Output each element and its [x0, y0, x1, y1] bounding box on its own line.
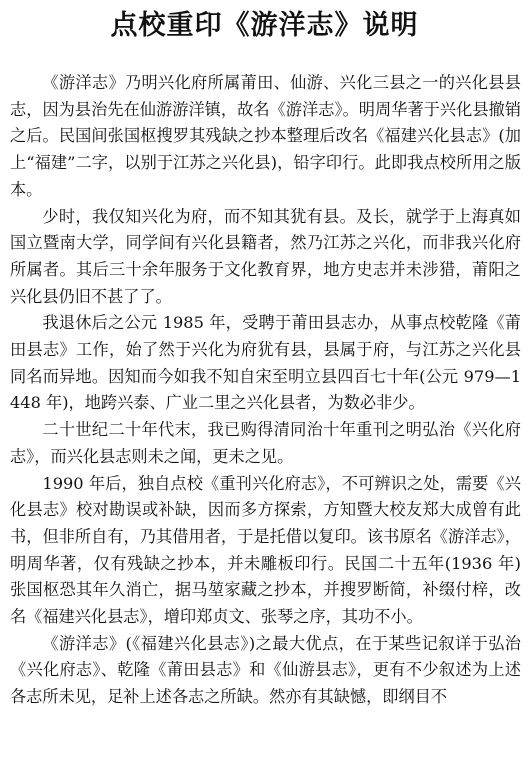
paragraph: 二十世纪二十年代末，我已购得清同治十年重刊之明弘治《兴化府志》，而兴化县志则未之闻，更未之见。	[10, 420, 521, 466]
paragraph: 《游洋志》乃明兴化府所属莆田、仙游、兴化三县之一的兴化县县志，因为县治先在仙游游洋镇，故名《游洋志》。明周华著于兴化县撤销之后。民国间张国枢搜罗其残缺之抄本整理后改名《福建兴化县志》(加上“福建”二字，以别于江苏之兴化县)，铅字印行。此即我点校所用之版本。	[10, 73, 521, 199]
paragraph: 《游洋志》(《福建兴化县志》)之最大优点，在于某些记叙详于弘治《兴化府志》、乾隆《莆田县志》和《仙游县志》，更有不少叙述为上述各志所未见，足补上述各志之所缺。然亦有其缺憾，即纲目不	[10, 633, 521, 707]
paragraph: 我退休后之公元 1985 年，受聘于莆田县志办，从事点校乾隆《莆田县志》工作，始了然于兴化为府犹有县，县属于府，与江苏之兴化县同名而异地。因知而今如我不知自宋至明立县四百七十年(公元 979—1448 年)，地跨兴泰、广业二里之兴化县者，为数必非少。	[10, 313, 521, 413]
body-text	[10, 70, 521, 711]
paragraph: 1990 年后，独自点校《重刊兴化府志》，不可辨识之处，需要《兴化县志》校对勘误或补缺，因而多方探索，方知暨大校友郑大成曾有此书，但非所自有，乃其借用者，于是托借以复印。该书原名《游洋志》，明周华著，仅有残缺之抄本，并未雕板印行。民国二十五年(1936 年)张国枢恐其年久消亡，据马堃家藏之抄本，并搜罗断简，补缀付梓，改名《福建兴化县志》，增印郑贞文、张琴之序，其功不小。	[10, 473, 521, 627]
page-title: 点校重印《游洋志》说明	[110, 10, 419, 41]
paragraph: 少时，我仅知兴化为府，而不知其犹有县。及长，就学于上海真如国立暨南大学，同学间有兴化县籍者，然乃江苏之兴化，而非我兴化府所属者。其后三十余年服务于文化教育界，地方史志并未涉猎，莆阳之兴化县仍旧不甚了了。	[10, 206, 521, 306]
